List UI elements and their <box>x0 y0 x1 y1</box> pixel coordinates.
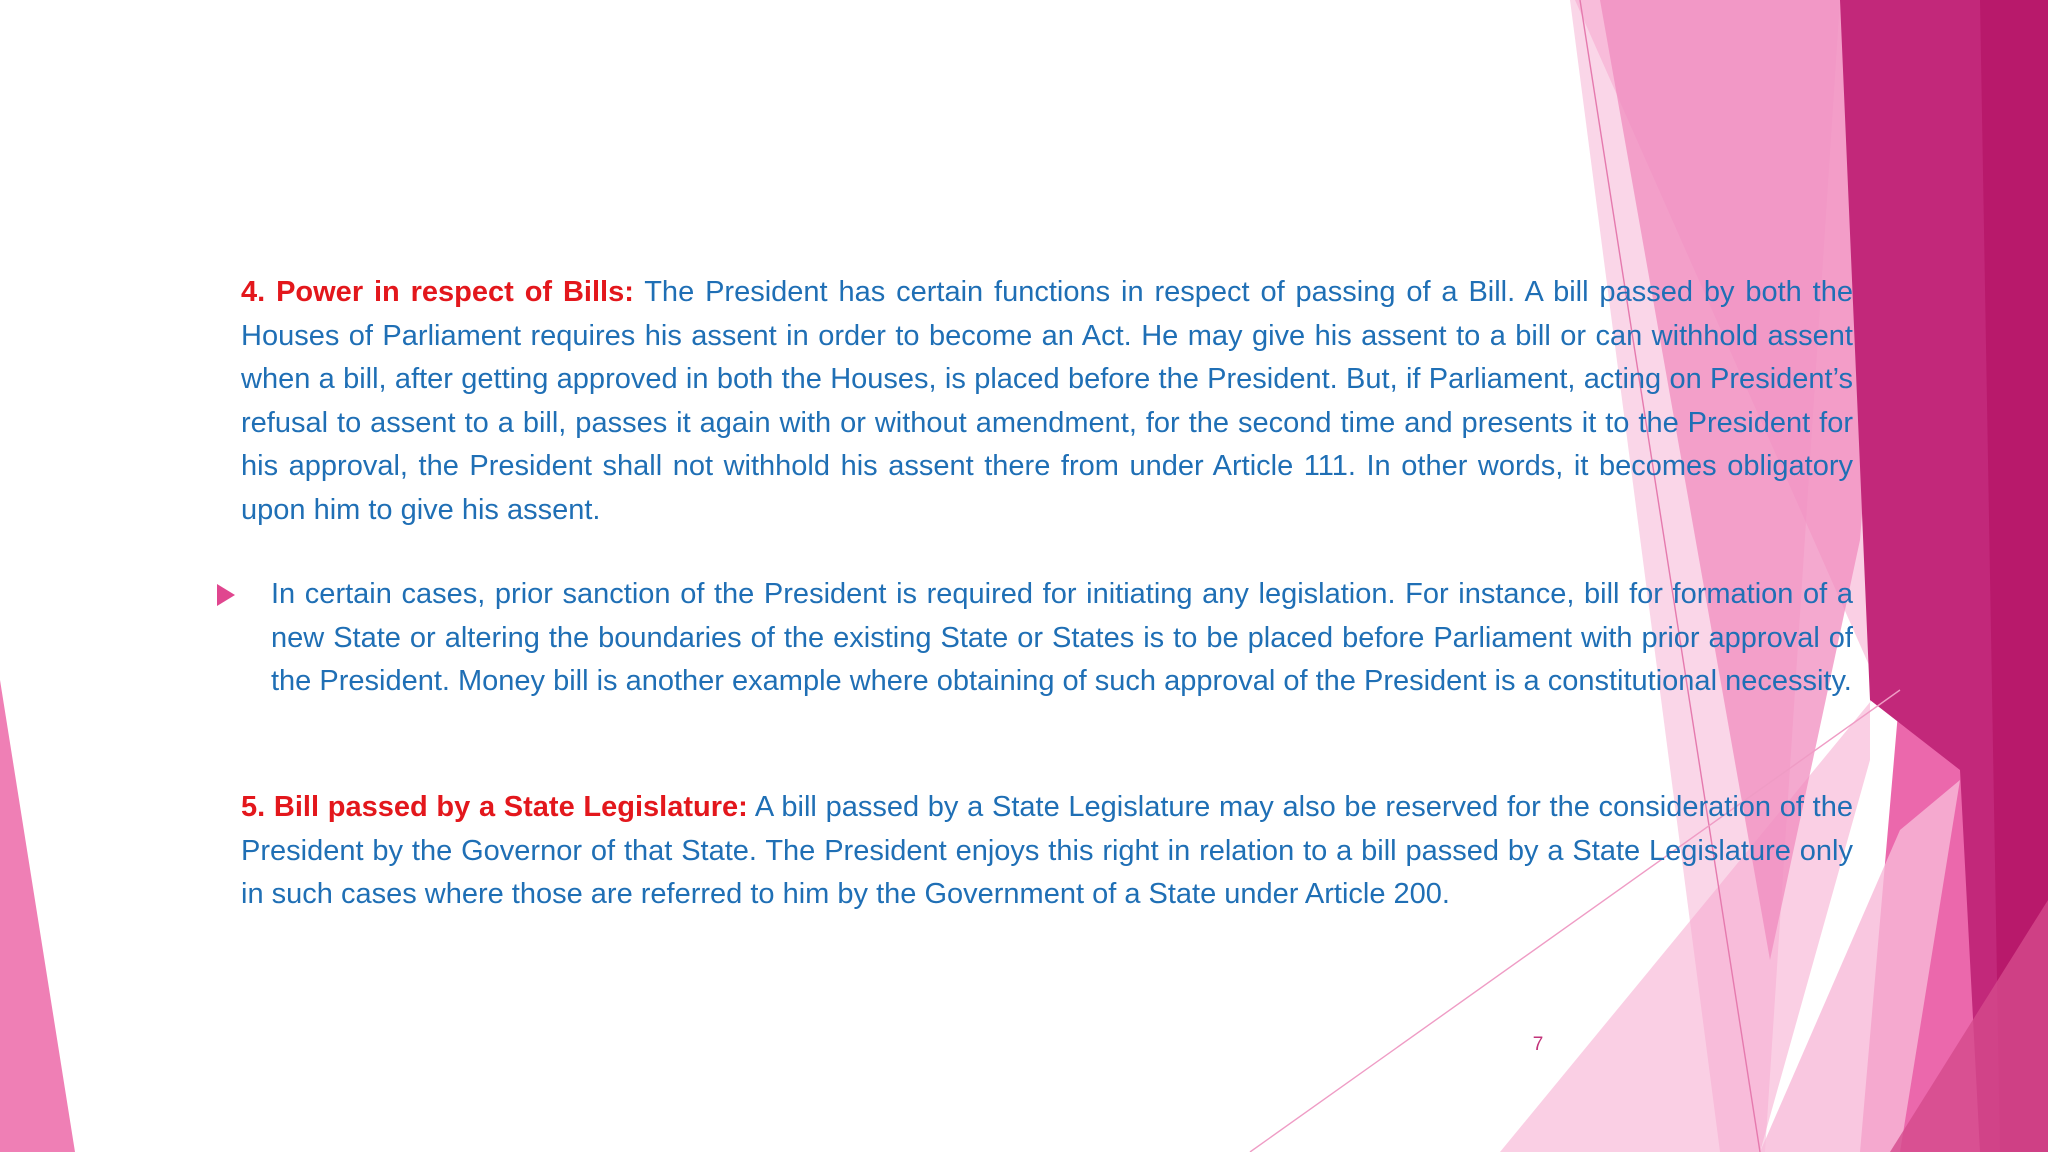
paragraph-state-legislature <box>241 786 1853 917</box>
left-pink-wedge <box>0 680 75 1152</box>
body-power-in-respect-of-bills: The President has certain functions in respect of passing of a Bill. A bill passed by both the Houses of Parliament requires his assent in order to become an Act. He may give his assent to a bill or can withhold assent when a bill, after getting approved in both the Houses, is placed before the President. But, if Parliament, acting on President’s refusal to assent to a bill, passes it again with or without amendment, for the second time and presents it to the President for his approval, the President shall not withhold his assent there from under Article 111. In other words, it becomes obligatory upon him to give his assent. <box>241 276 1853 526</box>
slide-number: 7 <box>1532 1034 1544 1055</box>
body-state-legislature: A bill passed by a State Legislature may also be reserved for the consideration of the President by the Governor of that State. The President enjoys this right in relation to a bill passed by a State Legislature only in such cases where those are referred to him by the Government of a State under Article 200. <box>241 791 1853 911</box>
paragraph-power-in-respect-of-bills <box>241 271 1853 533</box>
triangle-bullet-icon <box>217 584 235 606</box>
heading-power-in-respect-of-bills: 4. Power in respect of Bills: <box>241 276 634 308</box>
bullet-prior-sanction <box>271 573 1853 704</box>
heading-state-legislature: 5. Bill passed by a State Legislature: <box>241 791 748 823</box>
body-prior-sanction: In certain cases, prior sanction of the President is required for initiating any legislation. For instance, bill for formation of a new State or altering the boundaries of the existing State or States is to be placed before Parliament with prior approval of the President. Money bill is another example where obtaining of such approval of the President is a constitutional necessity. <box>271 578 1853 698</box>
